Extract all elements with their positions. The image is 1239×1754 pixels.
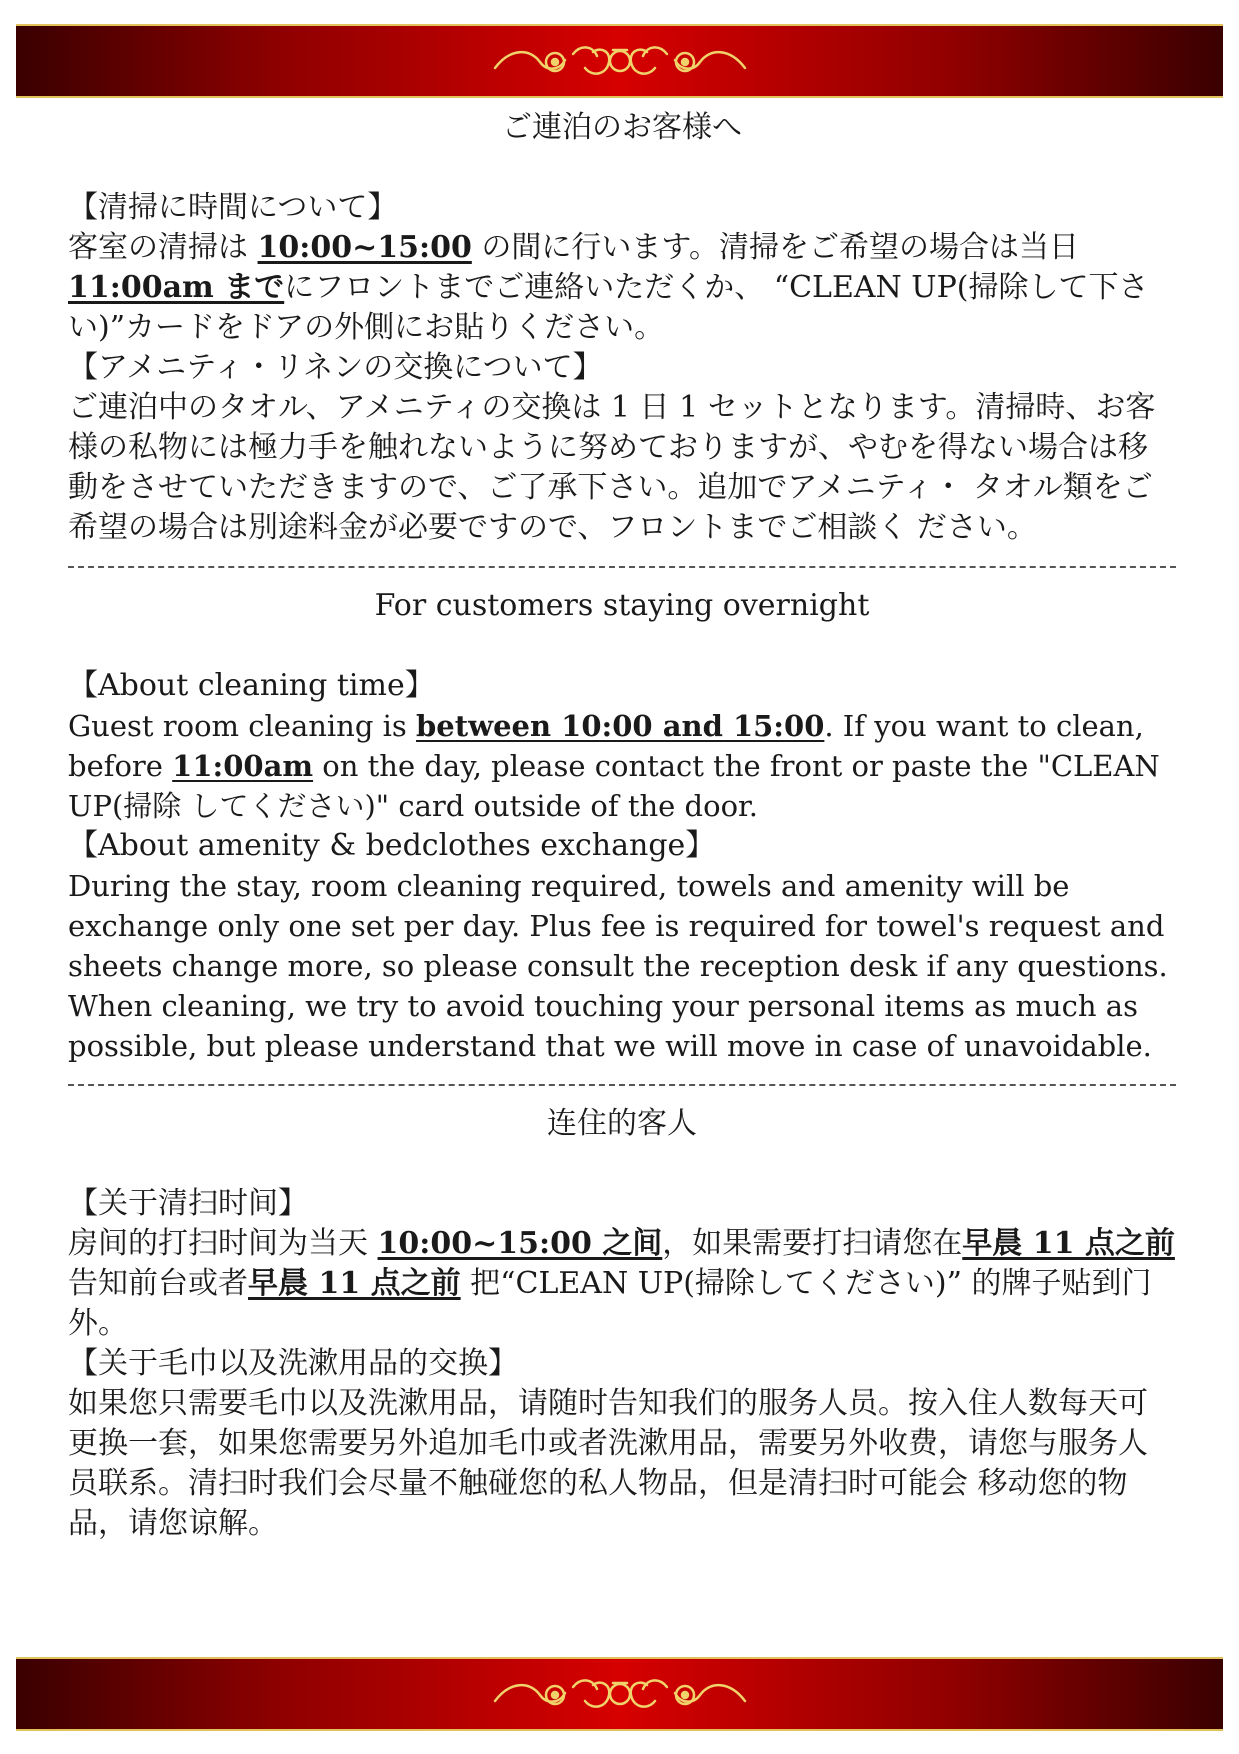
jp-cleaning-paragraph (68, 228, 1176, 348)
notice-content (68, 108, 1176, 1544)
japanese-section (68, 108, 1176, 548)
en-cleaning-text-1: Guest room cleaning is (68, 709, 417, 743)
top-banner (16, 24, 1223, 98)
zh-cleaning-text-3: 告知前台或者 (68, 1266, 248, 1301)
jp-amenity-heading: 【アメニティ・リネンの交換について】 (68, 350, 603, 385)
zh-cleaning-deadline-1: 早晨 11 点之前 (962, 1226, 1175, 1261)
ornament-icon (485, 1671, 755, 1717)
ornament-icon (485, 38, 755, 84)
jp-cleaning-text-2: の間に行います。清掃をご希望の場合は当日 (471, 230, 1079, 265)
zh-cleaning-time: 10:00~15:00 之间 (377, 1226, 663, 1261)
en-cleaning-deadline: 11:00am (172, 749, 314, 783)
zh-amenity-paragraph: 如果您只需要毛巾以及洗漱用品，请随时告知我们的服务人员。按入住人数每天可更换一套，如果您需要另外追加毛巾或者洗漱用品，需要另外收费，请您与服务人员联系。清扫时我们会尽量不触碰您的私人物品，但是清扫时可能会 移动您的物品，请您谅解。 (68, 1386, 1148, 1541)
zh-cleaning-paragraph (68, 1224, 1176, 1344)
en-title: For customers staying overnight (374, 588, 870, 623)
jp-amenity-paragraph: ご連泊中のタオル、アメニティの交換は 1 日 1 セットとなります。清掃時、お客様の私物には極力手を触れないように努めておりますが、やむを得ない場合は移動をさせていただきますので、ご了承下さい。追加でアメニティ・ タオル類をご希望の場合は別途料金が必要ですので、フロントまでご相談く ださい。 (68, 390, 1156, 545)
en-cleaning-text-2: . If you want to clean, before (68, 709, 1144, 783)
english-section (68, 586, 1176, 1066)
en-cleaning-text-3: on the day, please contact the front or paste the "CLEAN UP(掃除 してください)" card outside of the door. (68, 749, 1160, 823)
zh-amenity-heading: 【关于毛巾以及洗漱用品的交换】 (68, 1346, 518, 1381)
section-divider (68, 566, 1176, 568)
zh-cleaning-heading: 【关于清扫时间】 (68, 1186, 308, 1221)
en-amenity-paragraph: During the stay, room cleaning required, towels and amenity will be exchange only one set per day. Plus fee is required for towel's request and sheets change more, so please consult the reception desk if any questions. When cleaning, we try to avoid touching your personal items as much as possible, but please understand that we will move in case of unavoidable. (68, 869, 1168, 1063)
zh-cleaning-text-2: ，如果需要打扫请您在 (662, 1226, 963, 1261)
zh-cleaning-text-4: 把“CLEAN UP(掃除してください)” 的牌子贴到门外。 (68, 1266, 1152, 1341)
zh-cleaning-text-1: 房间的打扫时间为当天 (68, 1226, 378, 1261)
jp-cleaning-heading: 【清掃に時間について】 (68, 190, 398, 225)
bottom-banner (16, 1657, 1223, 1731)
zh-cleaning-deadline-2: 早晨 11 点之前 (248, 1266, 461, 1301)
zh-title: 连住的客人 (547, 1106, 697, 1141)
jp-cleaning-time: 10:00~15:00 (257, 230, 472, 265)
jp-cleaning-text-1: 客室の清掃は (68, 230, 258, 265)
en-cleaning-paragraph (68, 706, 1176, 826)
chinese-section (68, 1104, 1176, 1544)
en-cleaning-heading: 【About cleaning time】 (68, 668, 435, 703)
en-cleaning-time: between 10:00 and 15:00 (416, 709, 825, 743)
jp-title: ご連泊のお客様へ (502, 110, 742, 145)
en-amenity-heading: 【About amenity & bedclothes exchange】 (68, 828, 716, 863)
jp-cleaning-deadline: 11:00am まで (68, 270, 285, 305)
section-divider (68, 1084, 1176, 1086)
jp-cleaning-text-3: にフロントまでご連絡いただくか、 “CLEAN UP(掃除して下さ い)”カードをドアの外側にお貼りください。 (68, 270, 1149, 345)
